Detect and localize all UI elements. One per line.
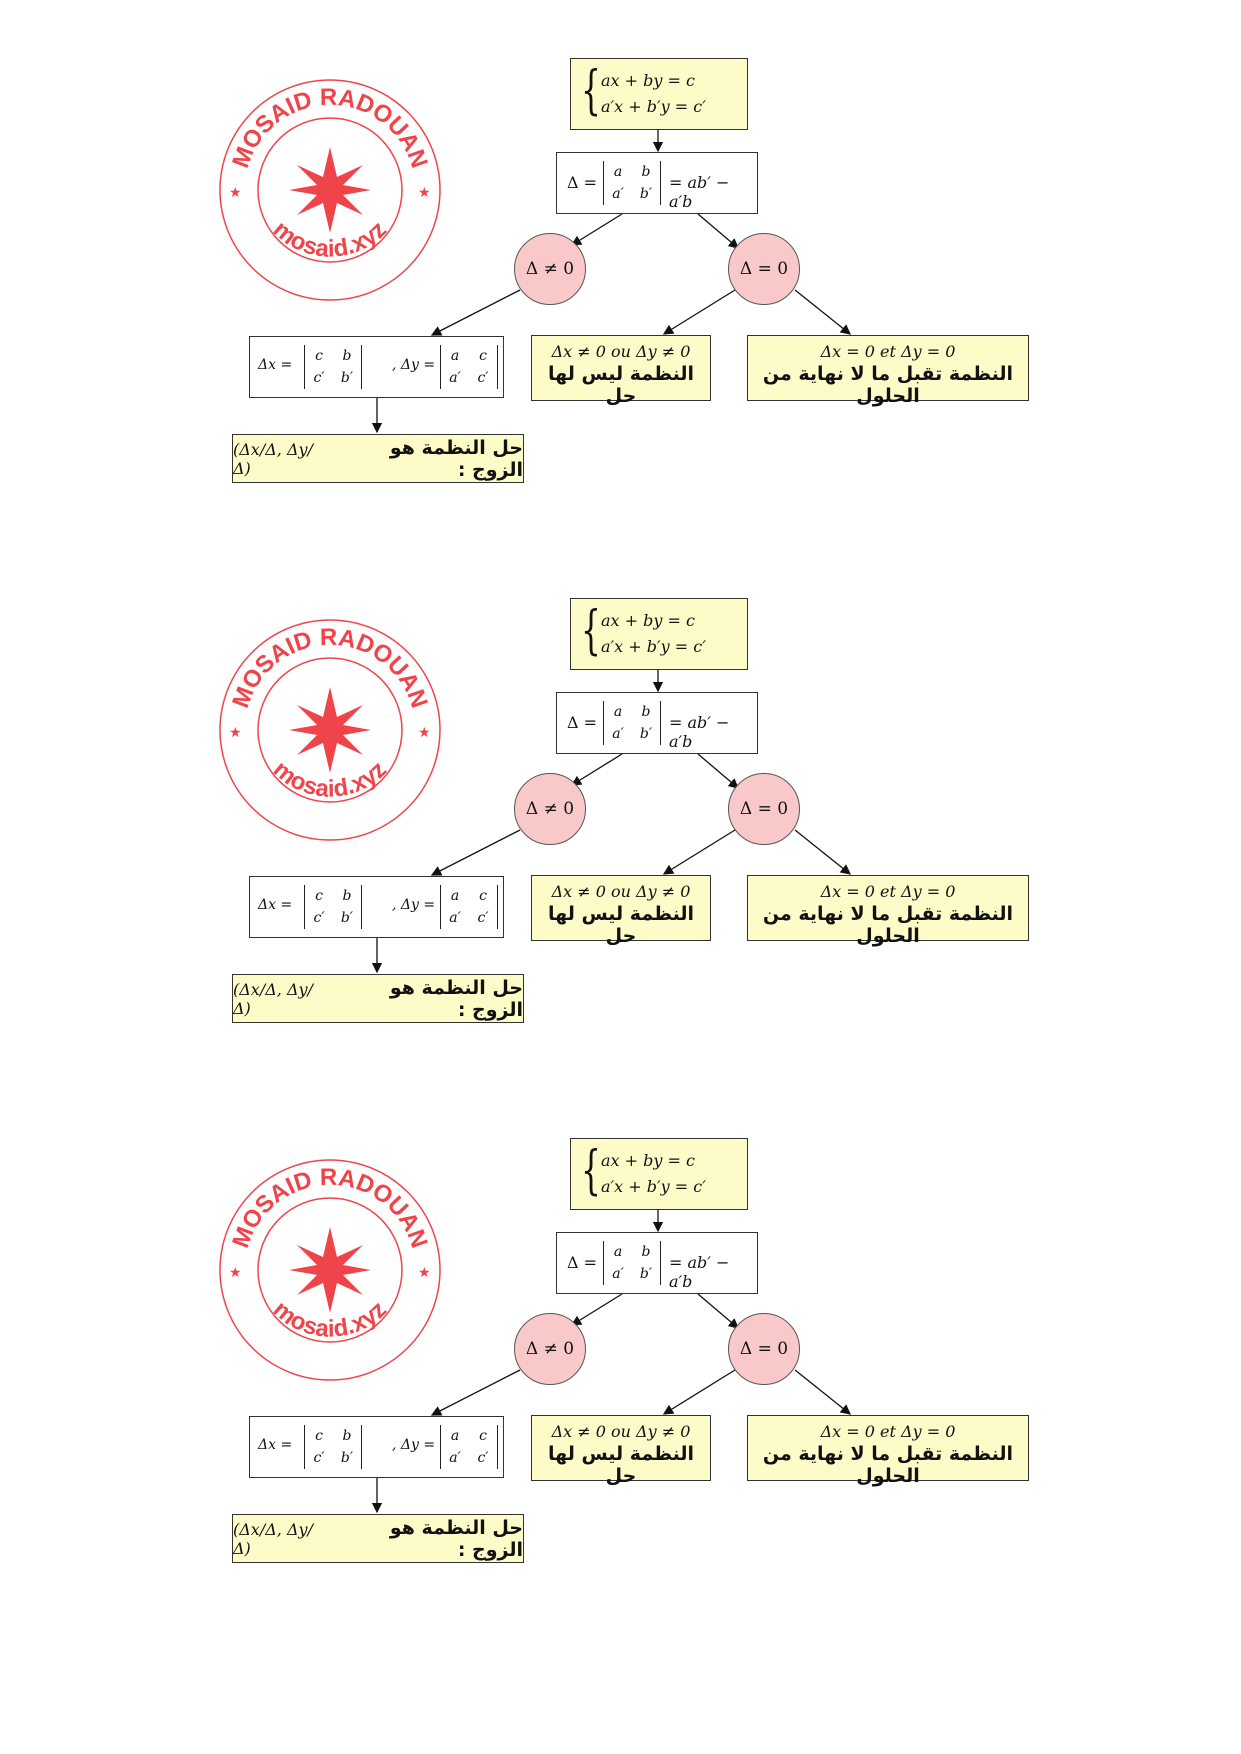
dy-matrix	[440, 885, 498, 929]
svg-text:MOSAID RADOUAN: MOSAID RADOUAN	[227, 83, 433, 172]
dx-matrix	[304, 345, 362, 389]
nonzero-node: Δ ≠ 0	[514, 1313, 586, 1385]
solution-pair: (Δx/Δ, Δy/Δ)	[233, 439, 313, 478]
determinant-label: Δ =	[567, 1253, 598, 1272]
brace: {	[581, 601, 601, 661]
system-line-2: a′x + b′y = c′	[601, 97, 706, 116]
dy-label: , Δy =	[392, 357, 436, 373]
infinite-solutions-box	[747, 335, 1029, 407]
infinite-solutions-box	[747, 875, 1029, 947]
brace: {	[581, 1141, 601, 1201]
infinite-solutions-box	[747, 1415, 1029, 1487]
solution-text: حل النظمة هو الزوج :	[389, 436, 523, 481]
dx-dy-box	[249, 1416, 504, 1478]
matrix-cell: c	[479, 348, 487, 364]
infinite-condition: Δx = 0 et Δy = 0	[820, 882, 956, 901]
matrix-cell: a	[450, 1428, 460, 1444]
zero-node: Δ = 0	[728, 773, 800, 845]
system-box	[570, 1138, 748, 1210]
nonzero-node: Δ ≠ 0	[514, 233, 586, 305]
matrix-cell: c	[315, 888, 323, 904]
solution-pair: (Δx/Δ, Δy/Δ)	[233, 1519, 313, 1558]
no-solution-condition: Δx ≠ 0 ou Δy ≠ 0	[551, 342, 691, 361]
matrix-cell: b′	[340, 910, 354, 926]
matrix-cell: b	[342, 888, 352, 904]
matrix-cell: b	[342, 1428, 352, 1444]
matrix-cell: b	[641, 704, 651, 720]
svg-text:mosaid.xyz: mosaid.xyz	[268, 215, 392, 263]
matrix-cell: a′	[612, 726, 624, 742]
svg-text:★: ★	[229, 725, 242, 741]
matrix-cell: a′	[612, 1266, 624, 1282]
matrix-cell: b′	[340, 370, 354, 386]
solution-box	[232, 1514, 524, 1563]
nonzero-node: Δ ≠ 0	[514, 773, 586, 845]
matrix-cell: a	[613, 164, 623, 180]
matrix-cell: c′	[313, 1450, 325, 1466]
svg-text:mosaid.xyz: mosaid.xyz	[268, 1295, 392, 1343]
system-box	[570, 58, 748, 130]
system-line-1: ax + by = c	[601, 611, 695, 630]
brace: {	[581, 61, 601, 121]
system-line-2: a′x + b′y = c′	[601, 1177, 706, 1196]
matrix-cell: a	[450, 888, 460, 904]
matrix-cell: c′	[477, 910, 489, 926]
system-line-1: ax + by = c	[601, 1151, 695, 1170]
matrix-cell: b	[641, 164, 651, 180]
diagram-block-1	[0, 0, 1241, 540]
solution-box	[232, 974, 524, 1023]
no-solution-text: النظمة ليس لها حل	[548, 1443, 694, 1487]
svg-text:mosaid.xyz: mosaid.xyz	[268, 755, 392, 803]
matrix-cell: b′	[639, 1266, 653, 1282]
matrix-cell: a	[613, 1244, 623, 1260]
svg-text:★: ★	[418, 1265, 431, 1281]
system-line-1: ax + by = c	[601, 71, 695, 90]
dy-matrix	[440, 345, 498, 389]
no-solution-box	[531, 875, 711, 947]
determinant-box	[556, 1232, 758, 1294]
matrix-cell: a′	[449, 370, 461, 386]
infinite-text: النظمة تقبل ما لا نهاية من الحلول	[762, 903, 1014, 947]
svg-text:★: ★	[418, 725, 431, 741]
no-solution-condition: Δx ≠ 0 ou Δy ≠ 0	[551, 1422, 691, 1441]
solution-box	[232, 434, 524, 483]
infinite-text: النظمة تقبل ما لا نهاية من الحلول	[762, 1443, 1014, 1487]
dy-label: , Δy =	[392, 1437, 436, 1453]
dx-label: Δx =	[258, 1437, 293, 1453]
no-solution-box	[531, 1415, 711, 1487]
determinant-result: = ab′ − a′b	[669, 713, 730, 751]
determinant-matrix	[603, 1241, 661, 1285]
dx-label: Δx =	[258, 897, 293, 913]
solution-text: حل النظمة هو الزوج :	[389, 976, 523, 1021]
matrix-cell: b′	[340, 1450, 354, 1466]
matrix-cell: a	[450, 348, 460, 364]
determinant-label: Δ =	[567, 713, 598, 732]
matrix-cell: a	[613, 704, 623, 720]
zero-node: Δ = 0	[728, 233, 800, 305]
matrix-cell: c	[479, 888, 487, 904]
diagram-block-2	[0, 540, 1241, 1080]
dx-dy-box	[249, 876, 504, 938]
matrix-cell: c	[479, 1428, 487, 1444]
matrix-cell: c	[315, 348, 323, 364]
matrix-cell: b′	[639, 186, 653, 202]
determinant-box	[556, 152, 758, 214]
infinite-text: النظمة تقبل ما لا نهاية من الحلول	[762, 363, 1014, 407]
determinant-box	[556, 692, 758, 754]
matrix-cell: a′	[612, 186, 624, 202]
solution-text: حل النظمة هو الزوج :	[389, 1516, 523, 1561]
no-solution-condition: Δx ≠ 0 ou Δy ≠ 0	[551, 882, 691, 901]
determinant-result: = ab′ − a′b	[669, 1253, 730, 1291]
determinant-result: = ab′ − a′b	[669, 173, 730, 211]
diagram-block-3	[0, 1080, 1241, 1620]
matrix-cell: c′	[313, 370, 325, 386]
matrix-cell: c′	[477, 1450, 489, 1466]
dx-label: Δx =	[258, 357, 293, 373]
no-solution-text: النظمة ليس لها حل	[548, 363, 694, 407]
matrix-cell: b	[641, 1244, 651, 1260]
matrix-cell: c′	[313, 910, 325, 926]
svg-text:★: ★	[229, 185, 242, 201]
svg-text:★: ★	[418, 185, 431, 201]
system-box	[570, 598, 748, 670]
dx-matrix	[304, 885, 362, 929]
matrix-cell: a′	[449, 910, 461, 926]
dx-dy-box	[249, 336, 504, 398]
svg-text:MOSAID RADOUAN: MOSAID RADOUAN	[227, 623, 433, 712]
infinite-condition: Δx = 0 et Δy = 0	[820, 1422, 956, 1441]
matrix-cell: b	[342, 348, 352, 364]
determinant-matrix	[603, 161, 661, 205]
zero-node: Δ = 0	[728, 1313, 800, 1385]
matrix-cell: c′	[477, 370, 489, 386]
matrix-cell: c	[315, 1428, 323, 1444]
infinite-condition: Δx = 0 et Δy = 0	[820, 342, 956, 361]
no-solution-box	[531, 335, 711, 407]
determinant-matrix	[603, 701, 661, 745]
matrix-cell: b′	[639, 726, 653, 742]
svg-text:★: ★	[229, 1265, 242, 1281]
svg-text:MOSAID RADOUAN: MOSAID RADOUAN	[227, 1163, 433, 1252]
system-line-2: a′x + b′y = c′	[601, 637, 706, 656]
dy-label: , Δy =	[392, 897, 436, 913]
dy-matrix	[440, 1425, 498, 1469]
no-solution-text: النظمة ليس لها حل	[548, 903, 694, 947]
determinant-label: Δ =	[567, 173, 598, 192]
matrix-cell: a′	[449, 1450, 461, 1466]
solution-pair: (Δx/Δ, Δy/Δ)	[233, 979, 313, 1018]
dx-matrix	[304, 1425, 362, 1469]
